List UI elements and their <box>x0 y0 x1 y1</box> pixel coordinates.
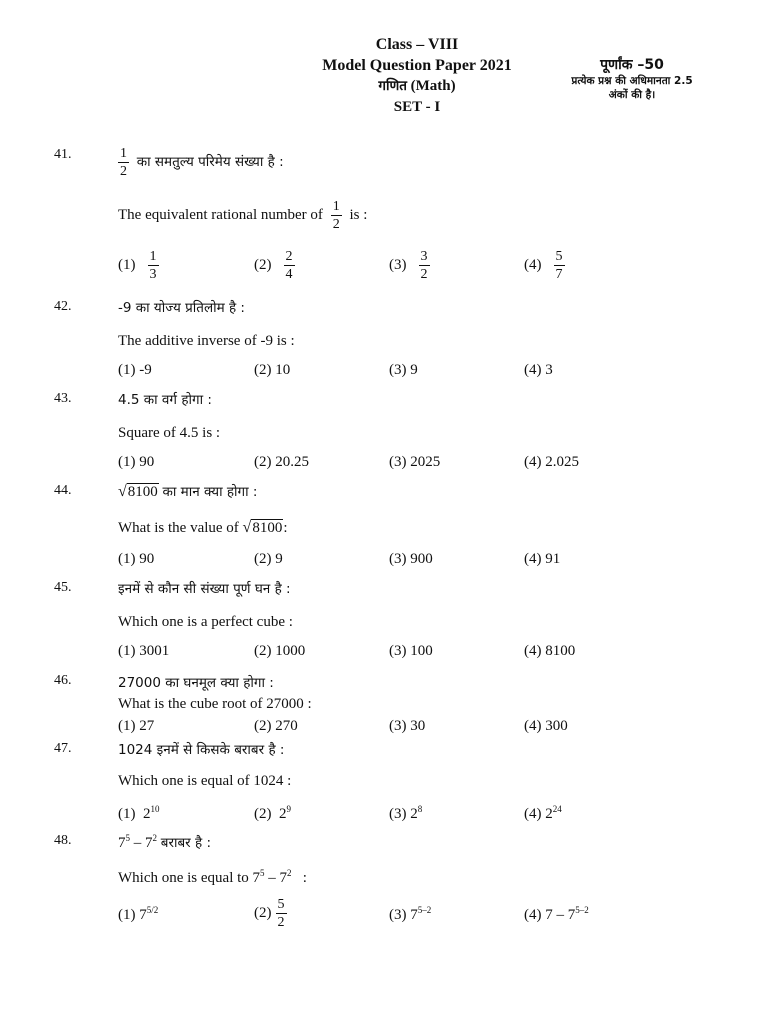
option-1: (1) -9 <box>118 362 152 378</box>
question-hindi: 4.5 का वर्ग होगा : <box>118 392 212 408</box>
question-number: 43. <box>54 391 72 406</box>
question-english: What is the value of √8100: <box>118 519 288 536</box>
option-1: (1) $2^{10}$ <box>118 804 160 822</box>
option-2: (2) 20.25 <box>254 454 309 470</box>
question-english: Square of 4.5 is : <box>118 425 221 441</box>
option-1: (1) 90 <box>118 551 155 567</box>
class-title: Class – VIII <box>375 36 459 53</box>
question-hindi: $7^5 - 7^2$ बराबर है : <box>118 833 212 851</box>
question-hindi: 27000 का घनमूल क्या होगा : <box>118 675 274 691</box>
question-english: The equivalent rational number of $\frac{1}{2}$ is : <box>118 199 368 232</box>
question-hindi: 1024 इनमें से किसके बराबर है : <box>118 742 285 758</box>
option-3: (3) 7$^{5-2}$ <box>389 905 432 923</box>
question-english: The additive inverse of -9 is : <box>118 333 295 349</box>
question-hindi: √8100 का मान क्या होगा : <box>118 483 258 500</box>
question-english: Which one is equal of 1024 : <box>118 773 292 789</box>
question-hindi: -9 का योज्य प्रतिलोम है : <box>118 300 245 316</box>
question-number: 44. <box>54 483 72 498</box>
question-english: Which one is a perfect cube : <box>118 614 293 630</box>
option-3: (3) $\frac{3}{2}$ <box>389 249 428 282</box>
subject-english: (Math) <box>410 78 456 94</box>
fraction: $\frac{1}{3}$ <box>149 249 157 282</box>
option-4: (4) $2^{24}$ <box>524 804 562 822</box>
option-3: (3) 100 <box>389 643 433 659</box>
option-1: (1) 27 <box>118 718 155 734</box>
set-title: SET - I <box>393 99 441 115</box>
fraction: $\frac{1}{2}$ <box>332 199 340 232</box>
option-1: (1) $\frac{1}{3}$ <box>118 249 157 282</box>
option-3: (3) 900 <box>389 551 433 567</box>
option-3: (3) 2025 <box>389 454 441 470</box>
fraction: $\frac{3}{2}$ <box>420 249 428 282</box>
option-3: (3) $2^8$ <box>389 804 423 822</box>
option-3: (3) 30 <box>389 718 426 734</box>
fraction: $\frac{5}{7}$ <box>555 249 563 282</box>
question-english: What is the cube root of 27000 : <box>118 696 312 712</box>
option-2: (2) 270 <box>254 718 298 734</box>
marks-weight-line1: प्रत्येक प्रश्न की अधिमानता 2.5 <box>571 75 693 87</box>
marks-info <box>524 58 740 102</box>
question-hindi: इनमें से कौन सी संख्या पूर्ण घन है : <box>118 581 291 597</box>
fraction: $\frac{1}{2}$ <box>120 146 127 179</box>
total-marks: पूर्णांक –50 <box>600 57 664 73</box>
fraction: $\frac{2}{4}$ <box>285 249 293 282</box>
option-2: (2) $\frac{5}{2}$ <box>254 897 285 930</box>
question-number: 41. <box>54 147 72 162</box>
option-2: (2) 1000 <box>254 643 306 659</box>
fraction: $\frac{5}{2}$ <box>277 897 285 930</box>
option-4: (4) 8100 <box>524 643 576 659</box>
option-4: (4) 2.025 <box>524 454 579 470</box>
question-number: 46. <box>54 673 72 688</box>
option-3: (3) 9 <box>389 362 418 378</box>
option-4: (4) 300 <box>524 718 568 734</box>
option-2: (2) $2^9$ <box>254 804 291 822</box>
paper-title: Model Question Paper 2021 <box>322 57 512 74</box>
option-2: (2) 9 <box>254 551 283 567</box>
option-1: (1) 3001 <box>118 643 170 659</box>
option-2: (2) $\frac{2}{4}$ <box>254 249 293 282</box>
question-hindi: $\frac{1}{2}$ का समतुल्य परिमेय संख्या है : <box>120 146 284 179</box>
subject-hindi: गणित <box>378 78 407 94</box>
question-number: 42. <box>54 299 72 314</box>
square-root: √8100 <box>118 483 158 500</box>
question-english: Which one is equal to $7^5 - 7^2$ : <box>118 868 307 886</box>
question-number: 47. <box>54 741 72 756</box>
square-root: √8100 <box>242 519 283 536</box>
option-1: (1) 90 <box>118 454 155 470</box>
option-4: (4) 91 <box>524 551 561 567</box>
option-4: (4) 3 <box>524 362 553 378</box>
marks-weight-line2: अंकों की है। <box>608 89 656 101</box>
option-1: (1) $7^{5/2}$ <box>118 905 159 923</box>
option-4: (4) 7 – 7$^{5-2}$ <box>524 905 589 923</box>
question-number: 48. <box>54 833 72 848</box>
option-2: (2) 10 <box>254 362 291 378</box>
question-number: 45. <box>54 580 72 595</box>
option-4: (4) $\frac{5}{7}$ <box>524 249 563 282</box>
